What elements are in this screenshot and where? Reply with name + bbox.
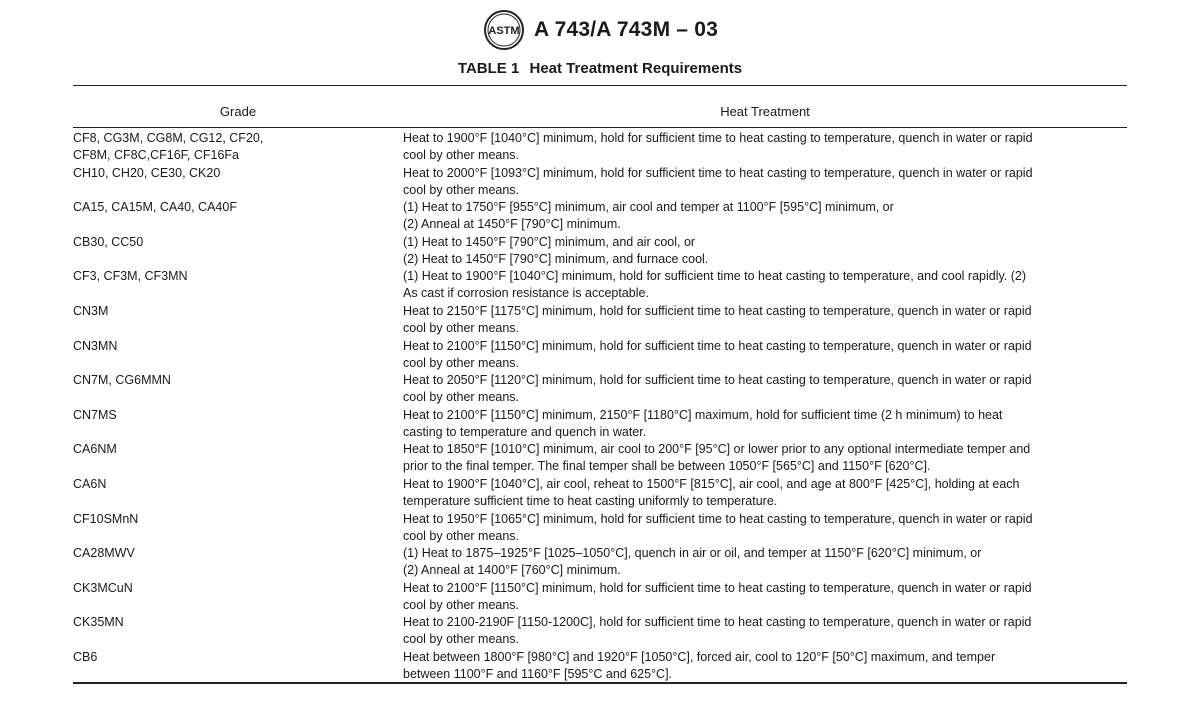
table-row xyxy=(73,614,1127,649)
table-row xyxy=(73,649,1127,684)
table-row xyxy=(73,511,1127,546)
grade-cell: CB6 xyxy=(73,649,98,664)
heat-treatment-cell: (1) Heat to 1900°F [1040°C] minimum, hold for sufficient time to heat casting to temperature, and cool rapidly. (2) As cast if corrosion resistance is acceptable. xyxy=(403,269,1027,301)
document-designation: A 743/A 743M – 03 xyxy=(534,18,718,41)
heat-treatment-cell: Heat to 2000°F [1093°C] minimum, hold for sufficient time to heat casting to temperature, quench in water or rapid cool by other means. xyxy=(403,165,1033,197)
column-header-grade: Grade xyxy=(219,104,257,119)
table-row xyxy=(73,234,1127,269)
heat-treatment-cell: Heat to 2100°F [1150°C] minimum, hold for sufficient time to heat casting to temperature, quench in water or rapid cool by other means. xyxy=(403,338,1032,370)
table-caption xyxy=(0,60,1200,77)
grade-cell: CH10, CH20, CE30, CK20 xyxy=(73,165,221,180)
heat-treatment-cell: Heat between 1800°F [980°C] and 1920°F [1050°C], forced air, cool to 120°F [50°C] maximum, and temper between 1100°F and 1160°F [595°C and 625°C]. xyxy=(403,649,996,681)
heat-treatment-cell: (1) Heat to 1450°F [790°C] minimum, and air cool, or (2) Heat to 1450°F [790°C] minimum, and furnace cool. xyxy=(403,234,709,266)
column-header-heat-treatment: Heat Treatment xyxy=(720,104,810,119)
grade-cell: CN3MN xyxy=(73,338,118,353)
grade-cell: CB30, CC50 xyxy=(73,234,144,249)
table-row xyxy=(73,407,1127,442)
grade-cell: CA6NM xyxy=(73,442,117,457)
grade-cell: CF10SMnN xyxy=(73,511,139,526)
table-row xyxy=(73,199,1127,234)
table-bottom-rule xyxy=(73,682,1127,684)
heat-treatment-cell: Heat to 2150°F [1175°C] minimum, hold for sufficient time to heat casting to temperature, quench in water or rapid cool by other means. xyxy=(403,303,1032,335)
heat-treatment-cell: (1) Heat to 1875–1925°F [1025–1050°C], quench in air or oil, and temper at 1150°F [620°C] minimum, or (2) Anneal at 1400°F [760°C] minimum. xyxy=(403,546,982,578)
header-rule xyxy=(73,127,1127,128)
table-title: Heat Treatment Requirements xyxy=(529,60,743,77)
table-row xyxy=(73,372,1127,407)
grade-cell: CF3, CF3M, CF3MN xyxy=(73,269,188,284)
grade-cell: CF8, CG3M, CG8M, CG12, CF20, CF8M, CF8C,CF16F, CF16Fa xyxy=(73,131,264,162)
grade-cell: CA28MWV xyxy=(73,546,135,561)
grade-cell: CK35MN xyxy=(73,615,124,630)
grade-cell: CN3M xyxy=(73,303,109,318)
heat-treatment-cell: Heat to 2100°F [1150°C] minimum, 2150°F [1180°C] maximum, hold for sufficient time (2 h minimum) to heat casting to temperature and quench in water. xyxy=(403,407,1003,439)
grade-cell: CA6N xyxy=(73,476,107,491)
table-row xyxy=(73,303,1127,338)
astm-logo-icon xyxy=(482,8,526,52)
heat-treatment-cell: Heat to 1850°F [1010°C] minimum, air cool to 200°F [95°C] or lower prior to any optional intermediate temper and prior to the final temper. The final temper shall be between 1050°F [565°C] and 1150°F [620°C]. xyxy=(403,442,1031,474)
table-row xyxy=(73,545,1127,580)
heat-treatment-cell: (1) Heat to 1750°F [955°C] minimum, air cool and temper at 1100°F [595°C] minimum, or (2) Anneal at 1450°F [790°C] minimum. xyxy=(403,200,894,232)
grade-cell: CK3MCuN xyxy=(73,580,133,595)
heat-treatment-cell: Heat to 1900°F [1040°C] minimum, hold for sufficient time to heat casting to temperature, quench in water or rapid cool by other means. xyxy=(403,131,1033,162)
table-row xyxy=(73,338,1127,373)
table-label: TABLE 1 xyxy=(457,60,520,77)
grade-cell: CA15, CA15M, CA40, CA40F xyxy=(73,200,237,215)
grade-cell: CN7MS xyxy=(73,407,117,422)
heat-treatment-cell: Heat to 1900°F [1040°C], air cool, reheat to 1500°F [815°C], air cool, and age at 800°F [425°C], holding at each temperature sufficient time to heat casting uniformly to temperature. xyxy=(403,476,1020,508)
table-row xyxy=(73,165,1127,200)
heat-treatment-cell: Heat to 2100-2190F [1150-1200C], hold for sufficient time to heat casting to temperature, quench in water or rapid cool by other means. xyxy=(403,615,1032,647)
table-row xyxy=(73,441,1127,476)
table-row xyxy=(73,580,1127,615)
table-row xyxy=(73,476,1127,511)
document-header xyxy=(0,8,1200,52)
svg-text:ASTM: ASTM xyxy=(488,25,520,37)
table-top-rule xyxy=(73,85,1127,86)
table-body xyxy=(73,130,1127,684)
grade-cell: CN7M, CG6MMN xyxy=(73,373,171,388)
heat-treatment-cell: Heat to 2100°F [1150°C] minimum, hold for sufficient time to heat casting to temperature, quench in water or rapid cool by other means. xyxy=(403,580,1032,612)
table-row xyxy=(73,130,1127,165)
heat-treatment-cell: Heat to 1950°F [1065°C] minimum, hold for sufficient time to heat casting to temperature, quench in water or rapid cool by other means. xyxy=(403,511,1033,543)
table-row xyxy=(73,268,1127,303)
heat-treatment-cell: Heat to 2050°F [1120°C] minimum, hold for sufficient time to heat casting to temperature, quench in water or rapid cool by other means. xyxy=(403,373,1032,405)
